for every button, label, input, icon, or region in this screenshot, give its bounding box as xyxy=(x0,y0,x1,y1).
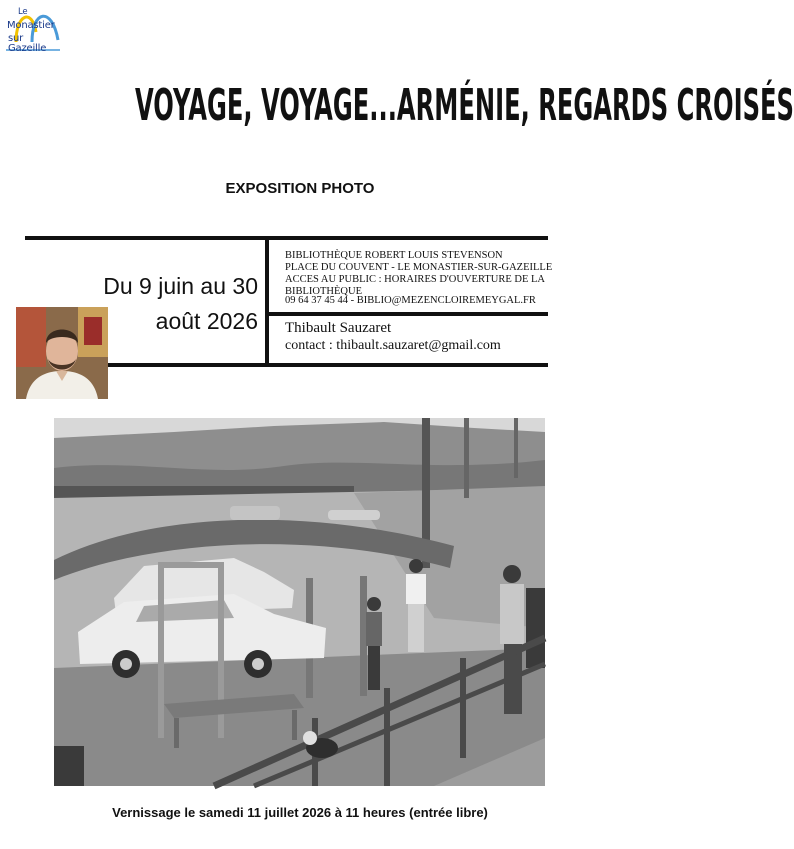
artist-avatar xyxy=(16,307,108,399)
venue-line-3: ACCES AU PUBLIC : HORAIRES D'OUVERTURE DE LA xyxy=(285,274,545,285)
poster-title: VOYAGE, VOYAGE...ARMÉNIE, REGARDS CROISÉS xyxy=(135,80,794,131)
logo xyxy=(2,2,64,56)
divider-top xyxy=(25,236,548,240)
logo-text-monastier: Monastier xyxy=(7,20,55,31)
photo-illustration xyxy=(54,418,545,786)
venue-line-1: BIBLIOTHÈQUE ROBERT LOUIS STEVENSON xyxy=(285,250,503,261)
venue-line-4: BIBLIOTHÈQUE xyxy=(285,286,362,297)
logo-text-le: Le xyxy=(18,7,28,17)
logo-text-sur-gazeille: sur Gazeille xyxy=(8,33,47,54)
portrait-icon xyxy=(16,307,108,399)
dates-line-2: août 2026 xyxy=(155,308,258,334)
dates-line-1: Du 9 juin au 30 xyxy=(103,273,258,299)
artist-name: Thibault Sauzaret xyxy=(285,320,392,336)
venue-phone-email: 09 64 37 45 44 - BIBLIO@MEZENCLOIREMEYGAL.FR xyxy=(285,295,536,306)
venue-line-2: PLACE DU COUVENT - LE MONASTIER-SUR-GAZEILLE xyxy=(285,262,553,273)
divider-vertical xyxy=(265,240,269,365)
exhibition-photo xyxy=(54,418,545,786)
divider-bottom xyxy=(108,363,548,367)
vernissage-info: Vernissage le samedi 11 juillet 2026 à 11 heures (entrée libre) xyxy=(112,805,488,820)
divider-middle xyxy=(267,312,548,316)
artist-contact: contact : thibault.sauzaret@gmail.com xyxy=(285,338,501,353)
poster-subtitle: EXPOSITION PHOTO xyxy=(225,180,375,197)
